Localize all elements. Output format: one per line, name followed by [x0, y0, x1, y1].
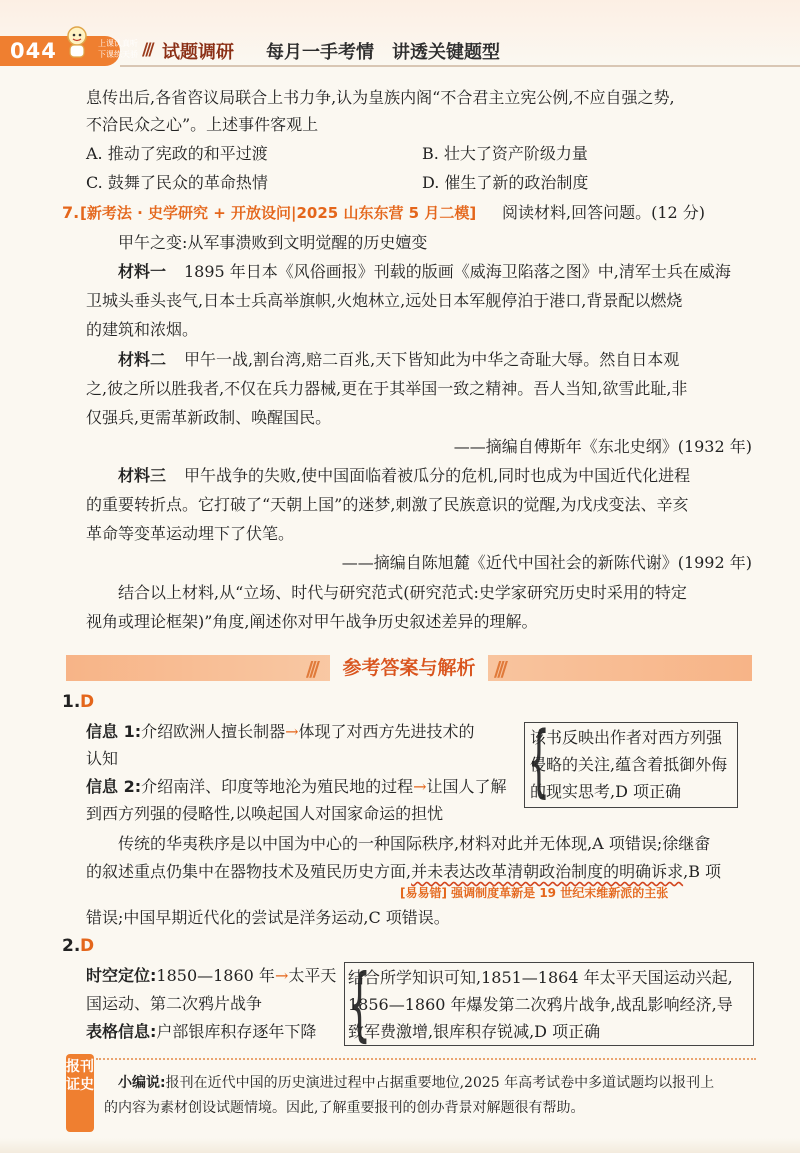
- editor-note-side-tab: 报刊证史: [66, 1054, 94, 1132]
- arrow-icon: →: [413, 777, 427, 796]
- page-number: 044: [10, 39, 57, 63]
- editor-note-line2: 的内容为素材创设试题情境。因此,了解重要报刊的创办背景对解题很有帮助。: [104, 1100, 585, 1116]
- a1-para-line2-c: ,B 项: [683, 862, 722, 881]
- q6-option-d: D. 催生了新的政治制度: [422, 173, 589, 192]
- material1-line3: 的建筑和浓烟。: [86, 320, 199, 339]
- a2-box-line1: 结合所学知识可知,1851—1864 年太平天国运动兴起,: [348, 968, 733, 987]
- a1-box-line3: 的现实思考,D 项正确: [530, 782, 682, 801]
- answer-section-title: 参考答案与解析: [330, 652, 488, 684]
- q7-prompt: 阅读材料,回答问题。(12 分): [502, 203, 706, 222]
- q6-stem-line1: 息传出后,各省咨议局联合上书力争,认为皇族内阁“不合君主立宪公例,不应自强之势,: [86, 88, 675, 107]
- a2-time-result: 太平天: [288, 966, 337, 985]
- a2-time-text: 1850—1860 年: [156, 966, 275, 985]
- q6-stem-line2: 不洽民众之心”。上述事件客观上: [86, 115, 319, 134]
- brace-icon: {: [527, 716, 550, 806]
- material3-line2: 的重要转折点。它打破了“天朝上国”的迷梦,刺激了民族意识的觉醒,为戊戌变法、辛亥: [86, 495, 689, 514]
- a2-table-label: 表格信息:: [86, 1022, 157, 1041]
- material1-label: 材料一: [118, 262, 167, 281]
- header-divider: [120, 65, 800, 67]
- q6-option-a: A. 推动了宪政的和平过渡: [86, 144, 268, 163]
- a2-time-label: 时空定位:: [86, 966, 157, 985]
- a1-para-line2-a: 的叙述重点仍集中在器物技术及殖民历史方面,: [86, 862, 412, 881]
- q7-number: 7.: [62, 203, 80, 222]
- a1-info2-result: 让国人了解: [426, 777, 507, 796]
- a2-number: 2.: [62, 936, 81, 956]
- a1-box-line2: 侵略的关注,蕴含着抵御外侮: [530, 755, 728, 774]
- a1-info1-result: 体现了对西方先进技术的: [298, 722, 475, 741]
- a1-number: 1.: [62, 692, 81, 712]
- a1-para-line2-highlight: 并未表达改革清朝政治制度的明确诉求: [411, 862, 684, 881]
- material1-line1: 1895 年日本《风俗画报》刊载的版画《威海卫陷落之图》中,清军士兵在威海: [184, 262, 731, 281]
- a2-table-text: 户部银库积存逐年下降: [156, 1022, 317, 1041]
- material2-source: ——摘编自傅斯年《东北史纲》(1932 年): [453, 437, 752, 456]
- material2-label: 材料二: [118, 350, 167, 369]
- banner-slash-left: ///: [306, 657, 316, 681]
- header-slash-decoration: ///: [142, 40, 152, 60]
- a1-answer: D: [80, 692, 95, 712]
- header-title: 试题调研: [162, 42, 234, 63]
- material2-line3: 仅强兵,更需革新政制、唤醒国民。: [86, 408, 332, 427]
- a1-trap-note: [易易错] 强调制度革新是 19 世纪末维新派的主张: [400, 886, 669, 900]
- a1-info2-cont: 到西方列强的侵略性,以唤起国人对国家命运的担忧: [86, 804, 444, 823]
- passage-title: 甲午之变:从军事溃败到文明觉醒的历史嬗变: [118, 233, 428, 252]
- material2-line2: 之,彼之所以胜我者,不仅在兵力器械,更在于其举国一致之精神。吾人当知,欲雪此耻,非: [86, 379, 688, 398]
- a2-answer: D: [80, 936, 95, 956]
- a1-info1-cont: 认知: [86, 749, 119, 768]
- material3-source: ——摘编自陈旭麓《近代中国社会的新陈代谢》(1992 年): [341, 553, 752, 572]
- q7-task-line2: 视角或理论框架)”角度,阐述你对甲午战争历史叙述差异的理解。: [86, 612, 538, 631]
- mascot-icon: [62, 24, 92, 60]
- a1-para-line1: 传统的华夷秩序是以中国为中心的一种国际秩序,材料对此并无体现,A 项错误;徐继畲: [118, 834, 711, 853]
- material2-line1: 甲午一战,割台湾,赔二百兆,天下皆知此为中华之奇耻大辱。然自日本观: [184, 350, 680, 369]
- a1-info1-text: 介绍欧洲人擅长制器: [141, 722, 286, 741]
- q7-tag: [新考法 · 史学研究 + 开放设问|2025 山东东营 5 月二模]: [80, 204, 477, 222]
- a1-para-line3: 错误;中国早期近代化的尝试是洋务运动,C 项错误。: [86, 908, 450, 927]
- editor-note-line1: 报刊在近代中国的历史演进过程中占据重要地位,2025 年高考试卷中多道试题均以报刊上: [165, 1075, 715, 1091]
- banner-slash-right: ///: [494, 657, 504, 681]
- arrow-icon: →: [274, 966, 289, 985]
- material3-line3: 革命等变革运动埋下了伏笔。: [86, 524, 295, 543]
- a2-box-line2: 1856—1860 年爆发第二次鸦片战争,战乱影响经济,导: [348, 995, 733, 1014]
- a1-box-line1: 该书反映出作者对西方列强: [530, 728, 723, 747]
- editor-note-label: 小编说:: [118, 1075, 166, 1091]
- q6-option-c: C. 鼓舞了民众的革命热情: [86, 173, 268, 192]
- bottom-band: [0, 1138, 800, 1153]
- material3-label: 材料三: [118, 466, 167, 485]
- brace-icon: {: [347, 957, 371, 1050]
- arrow-icon: →: [285, 722, 299, 741]
- q6-option-b: B. 壮大了资产阶级力量: [422, 144, 588, 163]
- material1-line2: 卫城头垂头丧气,日本士兵高举旗帜,火炮林立,远处日本军舰停泊于港口,背景配以燃烧: [86, 291, 683, 310]
- material3-line1: 甲午战争的失败,使中国面临着被瓜分的危机,同时也成为中国近代化进程: [184, 466, 691, 485]
- q7-task-line1: 结合以上材料,从“立场、时代与研究范式(研究范式:史学家研究历史时采用的特定: [118, 583, 687, 602]
- header-tagline: 每月一手考情 讲透关键题型: [266, 42, 500, 63]
- a1-info2-text: 介绍南洋、印度等地沦为殖民地的过程: [141, 777, 414, 796]
- a2-box-line3: 致军费激增,银库积存锐减,D 项正确: [348, 1022, 601, 1041]
- a2-time-cont: 国运动、第二次鸦片战争: [86, 994, 263, 1013]
- a1-info1-label: 信息 1:: [86, 722, 142, 741]
- header-slogan: 上课认真听 下课练天骄: [98, 39, 138, 59]
- a1-info2-label: 信息 2:: [86, 777, 142, 796]
- editor-note-divider: [96, 1058, 756, 1060]
